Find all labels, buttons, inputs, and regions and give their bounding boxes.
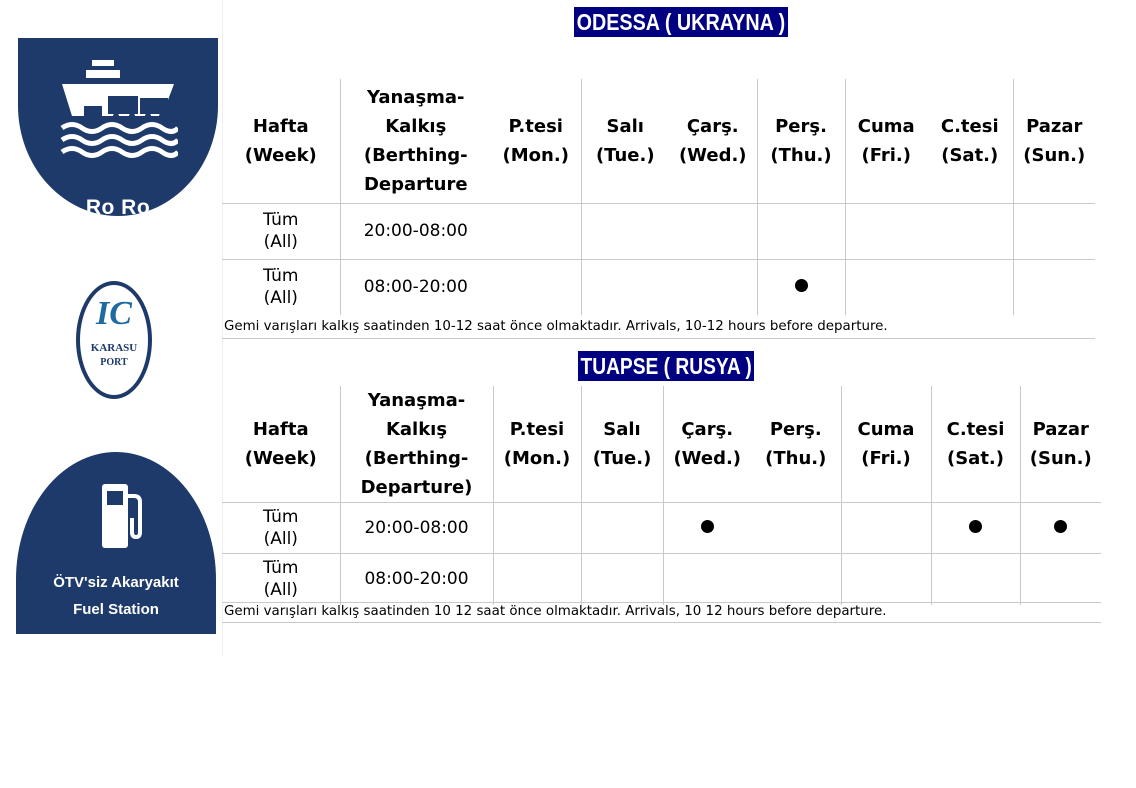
header-tue: Salı (Tue.) <box>581 79 669 203</box>
day-cell <box>663 503 751 554</box>
departure-dot <box>1054 520 1067 533</box>
day-cell <box>493 503 581 554</box>
day-cell <box>751 503 841 554</box>
header-week: Hafta (Week) <box>244 115 317 166</box>
odessa-schedule-table <box>222 79 1095 315</box>
fuel-label-en: Fuel Station <box>73 601 159 618</box>
header-fri: Cuma (Fri.) <box>841 386 931 503</box>
time-cell: 08:00-20:00 <box>340 259 491 315</box>
odessa-bottom-rule <box>222 338 1095 339</box>
day-cell <box>669 203 757 259</box>
sidebar <box>0 0 223 656</box>
week-cell: Tüm (All) <box>222 503 340 554</box>
day-cell <box>1013 259 1095 315</box>
header-berthing: Yanaşma- Kalkış (Berthing- Departure <box>340 79 491 203</box>
tuapse-title: TUAPSE ( RUSYA ) <box>578 351 754 381</box>
roro-label: Ro Ro <box>85 196 151 219</box>
header-week: Hafta (Week) <box>244 419 317 469</box>
departure-dot <box>701 520 714 533</box>
day-cell <box>581 503 663 554</box>
ship-icon <box>58 58 178 168</box>
header-fri: Cuma (Fri.) <box>845 79 927 203</box>
header-thu: Perş. (Thu.) <box>765 419 827 469</box>
day-cell <box>491 203 581 259</box>
departure-dot <box>795 279 808 292</box>
table-row <box>222 503 1101 554</box>
day-cell <box>751 554 841 605</box>
header-tue: Salı (Tue.) <box>581 386 663 503</box>
header-row <box>222 386 1101 503</box>
table-row <box>222 259 1095 315</box>
fuel-label-tr: ÖTV'siz Akaryakıt <box>53 574 179 591</box>
logo-name: KARASU <box>90 342 138 354</box>
day-cell <box>581 203 669 259</box>
header-row <box>222 79 1095 203</box>
day-cell <box>1020 554 1101 605</box>
day-cell <box>669 259 757 315</box>
day-cell <box>927 203 1013 259</box>
tuapse-table-bottom-rule <box>222 602 1101 603</box>
odessa-title: ODESSA ( UKRAYNA ) <box>574 7 788 37</box>
table-row <box>222 554 1101 605</box>
day-cell <box>1013 203 1095 259</box>
header-sun: Pazar (Sun.) <box>1020 386 1101 503</box>
week-cell: Tüm (All) <box>222 554 340 605</box>
time-cell: 20:00-08:00 <box>340 503 493 554</box>
header-wed: Çarş. (Wed.) <box>678 115 747 166</box>
tuapse-note: Gemi varışları kalkış saatinden 10 12 saat önce olmaktadır. Arrivals, 10 12 hours before departure. <box>224 604 887 619</box>
header-mon: P.tesi (Mon.) <box>493 386 581 503</box>
karasu-port-logo <box>76 281 152 399</box>
day-cell <box>931 503 1020 554</box>
tuapse-bottom-rule <box>222 622 1101 623</box>
header-wed: Çarş. (Wed.) <box>663 386 751 503</box>
day-cell <box>757 259 845 315</box>
day-cell <box>493 554 581 605</box>
day-cell <box>663 554 751 605</box>
fuel-station-badge <box>16 452 216 634</box>
header-berthing: Yanaşma- Kalkış (Berthing- Departure) <box>340 386 493 503</box>
day-cell <box>931 554 1020 605</box>
day-cell <box>845 203 927 259</box>
week-cell: Tüm (All) <box>222 203 340 259</box>
table-row <box>222 203 1095 259</box>
header-mon: P.tesi (Mon.) <box>502 115 569 166</box>
day-cell <box>581 259 669 315</box>
header-sat: C.tesi (Sat.) <box>940 115 999 166</box>
week-cell: Tüm (All) <box>222 259 340 315</box>
logo-mark: IC <box>96 295 132 332</box>
day-cell <box>1020 503 1101 554</box>
roro-badge <box>18 38 218 219</box>
day-cell <box>757 203 845 259</box>
day-cell <box>927 259 1013 315</box>
header-sat: C.tesi (Sat.) <box>931 386 1020 503</box>
day-cell <box>841 554 931 605</box>
day-cell <box>845 259 927 315</box>
day-cell <box>581 554 663 605</box>
odessa-note: Gemi varışları kalkış saatinden 10-12 saat önce olmaktadır. Arrivals, 10-12 hours before departure. <box>224 319 888 334</box>
logo-sub: PORT <box>100 357 128 368</box>
header-thu: Perş. (Thu.) <box>757 79 845 203</box>
tuapse-schedule-table <box>222 386 1101 605</box>
departure-dot <box>969 520 982 533</box>
time-cell: 08:00-20:00 <box>340 554 493 605</box>
day-cell <box>491 259 581 315</box>
time-cell: 20:00-08:00 <box>340 203 491 259</box>
day-cell <box>841 503 931 554</box>
header-sun: Pazar (Sun.) <box>1013 79 1095 203</box>
fuel-pump-icon <box>100 482 144 552</box>
